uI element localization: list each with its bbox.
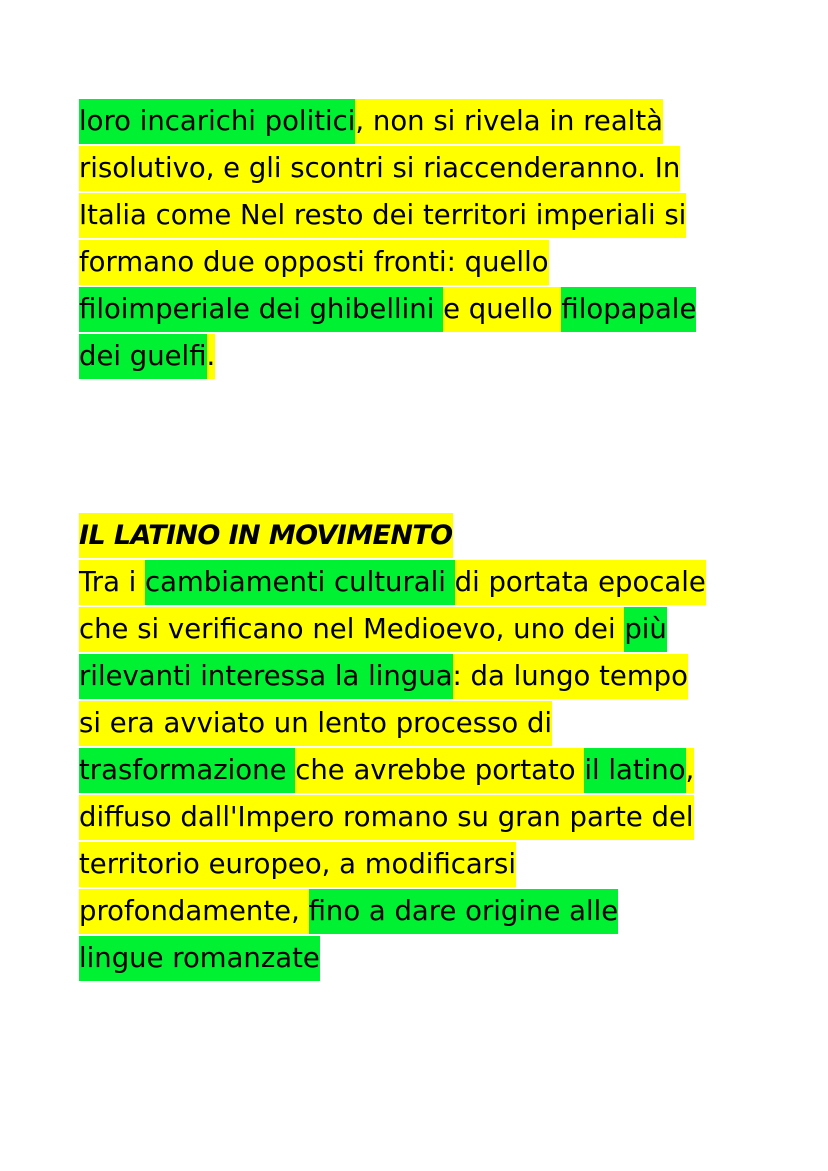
section-heading-line: [79, 513, 706, 560]
highlighted-text: Italia come Nel resto dei territori imperiali si: [79, 193, 686, 238]
paragraph-line: [79, 936, 706, 983]
highlighted-text: che avrebbe portato: [295, 748, 584, 793]
paragraph-line: [79, 146, 696, 193]
section-latino: [79, 513, 706, 983]
highlighted-text: territorio europeo, a modificarsi: [79, 842, 516, 887]
highlighted-text: più: [624, 607, 667, 652]
highlighted-text: si era avviato un lento processo di: [79, 701, 552, 746]
paragraph-line: [79, 795, 706, 842]
highlighted-text: di portata epocale: [455, 560, 706, 605]
paragraph-line: [79, 748, 706, 795]
highlighted-text: ,: [686, 748, 695, 793]
highlighted-text: profondamente,: [79, 889, 309, 934]
paragraph-line: [79, 842, 706, 889]
highlighted-text: formano due opposti fronti: quello: [79, 240, 549, 285]
highlighted-text: , non si rivela in realtà: [355, 99, 663, 144]
paragraph-line: [79, 560, 706, 607]
highlighted-text: .: [207, 334, 216, 379]
paragraph-line: [79, 334, 696, 381]
highlighted-text: il latino: [584, 748, 685, 793]
section-heading: IL LATINO IN MOVIMENTO: [79, 513, 453, 558]
paragraph-1: [79, 99, 696, 381]
highlighted-text: : da lungo tempo: [453, 654, 688, 699]
highlighted-text: cambiamenti culturali: [145, 560, 455, 605]
highlighted-text: e quello: [443, 287, 561, 332]
highlighted-text: loro incarichi politici: [79, 99, 355, 144]
paragraph-line: [79, 701, 706, 748]
highlighted-text: risolutivo, e gli scontri si riaccenderanno. In: [79, 146, 680, 191]
highlighted-text: fino a dare origine alle: [309, 889, 619, 934]
paragraph-line: [79, 287, 696, 334]
highlighted-text: lingue romanzate: [79, 936, 320, 981]
highlighted-text: rilevanti interessa la lingua: [79, 654, 453, 699]
highlighted-text: filoimperiale dei ghibellini: [79, 287, 443, 332]
paragraph-line: [79, 607, 706, 654]
paragraph-line: [79, 99, 696, 146]
paragraph-line: [79, 654, 706, 701]
highlighted-text: Tra i: [79, 560, 145, 605]
paragraph-line: [79, 240, 696, 287]
highlighted-text: che si verificano nel Medioevo, uno dei: [79, 607, 624, 652]
highlighted-text: diffuso dall'Impero romano su gran parte del: [79, 795, 694, 840]
highlighted-text: trasformazione: [79, 748, 295, 793]
paragraph-line: [79, 889, 706, 936]
paragraph-line: [79, 193, 696, 240]
highlighted-text: filopapale: [561, 287, 696, 332]
highlighted-text: dei guelfi: [79, 334, 207, 379]
